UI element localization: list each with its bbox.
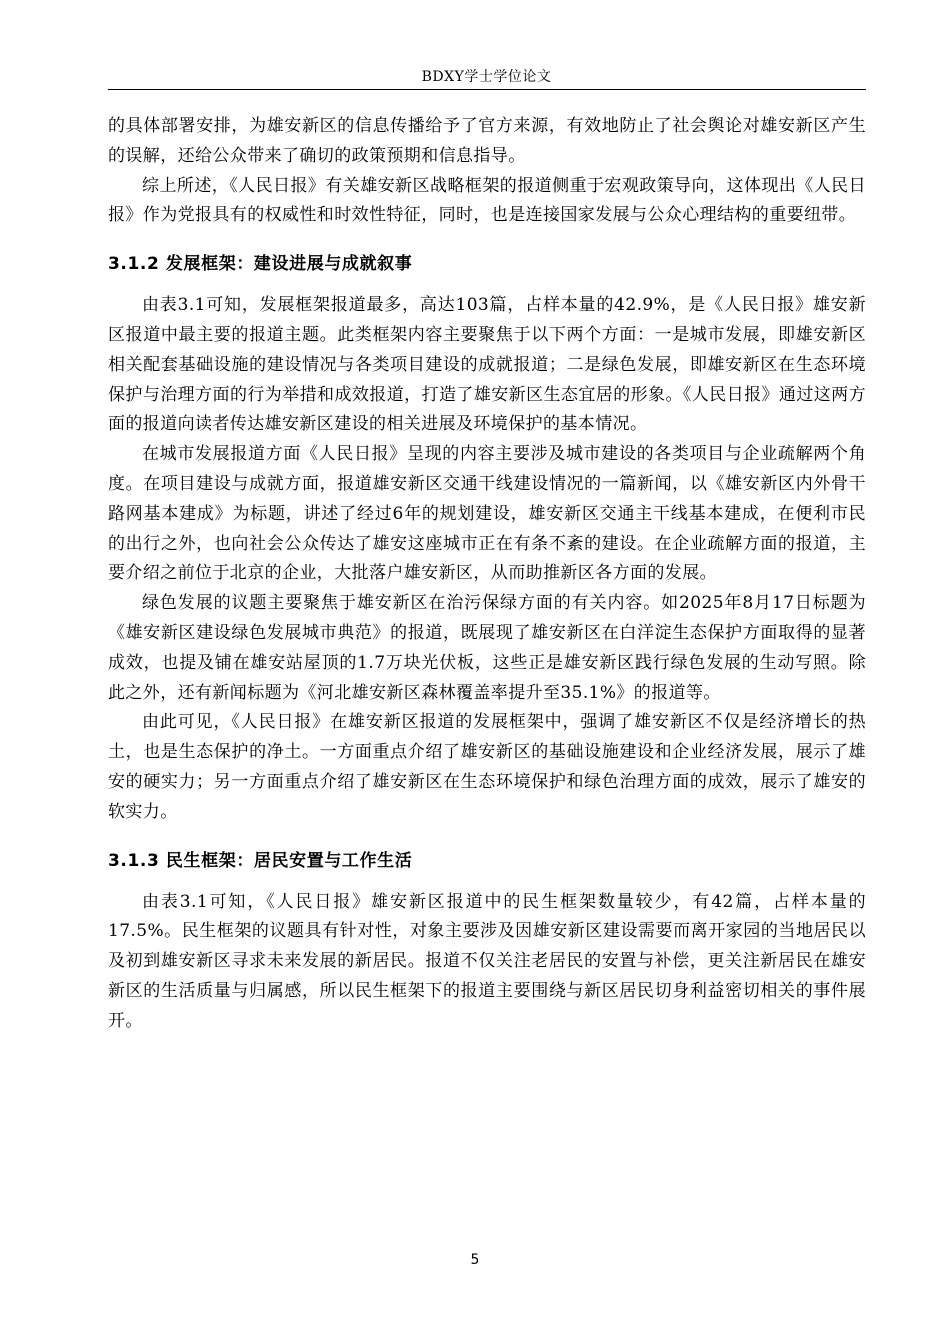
page-number: 5 [470,1252,480,1268]
summary-paragraph: 综上所述，《人民日报》有关雄安新区战略框架的报道侧重于宏观政策导向，这体现出《人民日报》作为党报具有的权威性和时效性特征，同时，也是连接国家发展与公众心理结构的重要纽带。 [108,175,866,226]
continued-paragraph: 的具体部署安排，为雄安新区的信息传播给予了官方来源，有效地防止了社会舆论对雄安新区产生的误解，还给公众带来了确切的政策预期和信息指导。 [108,116,866,166]
body-paragraph: 绿色发展的议题主要聚焦于雄安新区在治污保绿方面的有关内容。如2025年8月17日标题为《雄安新区建设绿色发展城市典范》的报道，既展现了雄安新区在白洋淀生态保护方面取得的显著成效，也提及铺在雄安站屋顶的1.7万块光伏板，这些正是雄安新区践行绿色发展的生动写照。除此之外，还有新闻标题为《河北雄安新区森林覆盖率提升至35.1%》的报道等。 [108,593,866,703]
body-paragraph: 在城市发展报道方面《人民日报》呈现的内容主要涉及城市建设的各类项目与企业疏解两个角度。在项目建设与成就方面，报道雄安新区交通干线建设情况的一篇新闻，以《雄安新区内外骨干路网基本建成》为标题，讲述了经过6年的规划建设，雄安新区交通主干线基本建成，在便利市民的出行之外，也向社会公众传达了雄安这座城市正在有条不紊的建设。在企业疏解方面的报道，主要介绍之前位于北京的企业，大批落户雄安新区，从而助推新区各方面的发展。 [108,444,866,584]
page-body [108,112,866,1037]
running-header: BDXY学士学位论文 [421,69,552,85]
body-paragraph: 由表3.1可知，《人民日报》雄安新区报道中的民生框架数量较少，有42篇，占样本量的17.5%。民生框架的议题具有针对性，对象主要涉及因雄安新区建设需要而离开家园的当地居民以及初到雄安新区寻求未来发展的新居民。报道不仅关注老居民的安置与补偿，更关注新居民在雄安新区的生活质量与归属感，所以民生框架下的报道主要围绕与新区居民切身利益密切相关的事件展开。 [108,891,866,1031]
body-paragraph: 由此可见，《人民日报》在雄安新区报道的发展框架中，强调了雄安新区不仅是经济增长的热土，也是生态保护的净土。一方面重点介绍了雄安新区的基础设施建设和企业经济发展，展示了雄安的硬实力；另一方面重点介绍了雄安新区在生态环境保护和绿色治理方面的成效，展示了雄安的软实力。 [108,712,866,822]
section-heading-3-1-3: 3.1.3 民生框架：居民安置与工作生活 [108,850,413,871]
section-heading-3-1-2: 3.1.2 发展框架：建设进展与成就叙事 [108,254,413,275]
header-divider [108,89,866,90]
body-paragraph: 由表3.1可知，发展框架报道最多，高达103篇，占样本量的42.9%，是《人民日报》雄安新区报道中最主要的报道主题。此类框架内容主要聚焦于以下两个方面：一是城市发展，即雄安新区相关配套基础设施的建设情况与各类项目建设的成就报道；二是绿色发展，即雄安新区在生态环境保护与治理方面的行为举措和成效报道，打造了雄安新区生态宜居的形象。《人民日报》通过这两方面的报道向读者传达雄安新区建设的相关进展及环境保护的基本情况。 [108,295,866,435]
